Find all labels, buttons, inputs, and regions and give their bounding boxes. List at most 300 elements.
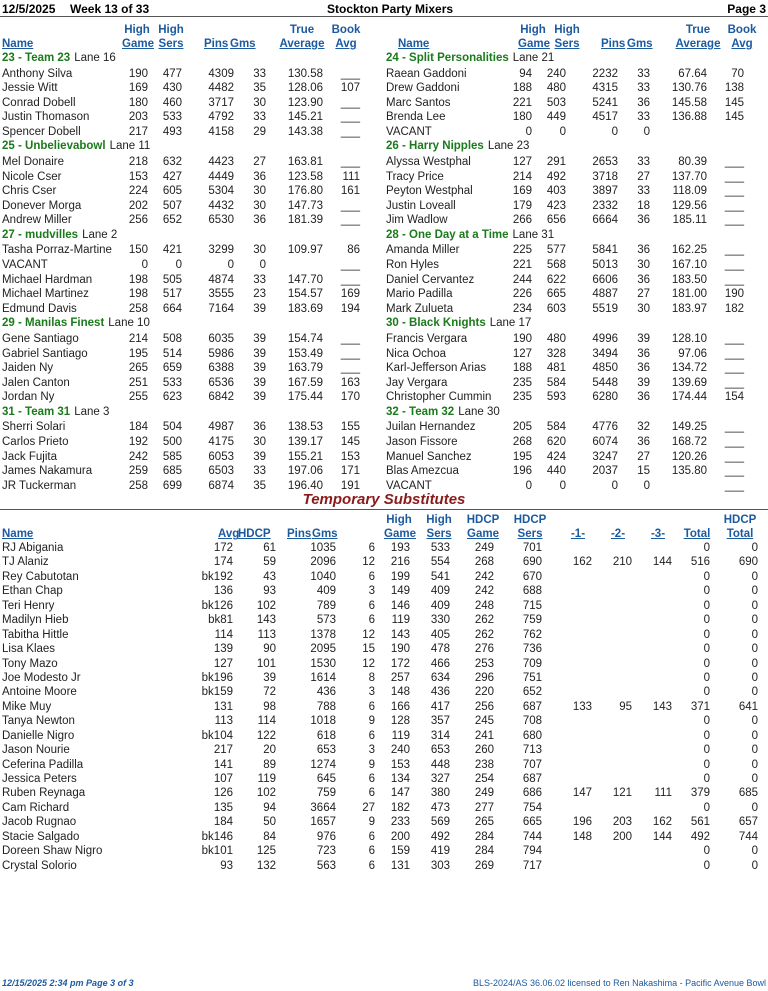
sub-name: Doreen Shaw Nigro: [2, 845, 103, 858]
sub-col-high-game-2: Game: [384, 528, 416, 540]
substitutes-title: Temporary Substitutes: [302, 491, 466, 508]
sub-handicap: 114: [257, 715, 276, 728]
sub-total: 0: [703, 585, 710, 598]
sub-col-high-game-1: High: [386, 514, 412, 526]
book-average: 154: [724, 391, 744, 404]
high-game: 192: [128, 435, 148, 448]
true-average: 109.97: [287, 244, 323, 257]
team-lane: Lane 17: [489, 317, 532, 330]
player-name: Tasha Porraz-Martine: [2, 244, 112, 257]
sub-hdcp-series: 665: [522, 816, 542, 829]
high-game: 259: [128, 465, 148, 478]
team-block: [384, 51, 768, 139]
high-series: 328: [546, 347, 566, 360]
sub-pins: 976: [316, 830, 336, 843]
sub-high-series: 653: [430, 744, 450, 757]
sub-hdcp-total: 0: [751, 614, 758, 627]
games: 29: [253, 125, 266, 138]
team-number: 31: [2, 405, 15, 418]
high-series: 421: [162, 244, 182, 257]
sub-handicap: 132: [256, 859, 276, 872]
book-average: 194: [340, 302, 360, 315]
games: 36: [637, 96, 650, 109]
col-pins: Pins: [601, 38, 626, 50]
high-series: 480: [546, 82, 566, 95]
total-pins: 2332: [592, 199, 618, 212]
player-row: [0, 361, 384, 376]
sub-total: 379: [690, 787, 710, 800]
high-game: 258: [128, 479, 148, 492]
sub-col-hdcp-sers-1: HDCP: [513, 514, 547, 526]
sub-games: 27: [362, 801, 375, 814]
total-pins: 6074: [592, 435, 618, 448]
true-average: 183.97: [671, 302, 707, 315]
player-name: Ron Hyles: [386, 259, 440, 272]
player-row: [0, 184, 384, 199]
sub-games: 15: [362, 643, 375, 656]
team-block: [0, 316, 384, 404]
sub-hdcp-total: 744: [738, 830, 758, 843]
sub-game-1: 133: [572, 700, 592, 713]
games: 23: [253, 288, 266, 301]
true-average: 128.06: [287, 82, 323, 95]
sub-high-series: 405: [430, 628, 450, 641]
sub-handicap: 119: [257, 773, 276, 785]
true-average: 167.59: [287, 376, 323, 389]
high-series: 620: [546, 435, 566, 448]
sub-hdcp-game: 260: [474, 744, 494, 757]
sub-high-game: 193: [390, 542, 410, 554]
sub-hdcp-series: 707: [522, 758, 542, 771]
team-name: 27 - mudvilles: [2, 228, 79, 241]
sub-col-hdcp-sers-2: Sers: [517, 528, 543, 540]
sub-total: 0: [703, 657, 710, 670]
team-lane: Lane 21: [512, 52, 555, 64]
total-pins: 3718: [592, 170, 618, 183]
sub-average: bk192: [201, 570, 233, 583]
games: 36: [637, 347, 650, 360]
book-average: 182: [724, 302, 744, 315]
sub-high-game: 143: [390, 628, 410, 641]
player-name: Marc Santos: [386, 96, 451, 109]
high-series: 424: [546, 450, 566, 463]
games: 33: [637, 67, 650, 80]
sub-high-series: 303: [430, 859, 450, 872]
high-series: 603: [546, 302, 566, 315]
league-title: Stockton Party Mixers: [327, 2, 454, 16]
sub-high-game: 233: [390, 816, 410, 829]
high-game: 195: [128, 347, 148, 360]
games: 39: [253, 376, 266, 389]
player-name: Mark Zulueta: [386, 302, 454, 315]
sub-pins: 573: [316, 614, 336, 627]
book-average: ___: [724, 155, 744, 168]
high-game: 203: [128, 111, 148, 124]
sub-games: 3: [368, 585, 375, 598]
sub-high-game: 199: [390, 570, 410, 583]
col-book-avg-1: Book: [727, 24, 757, 36]
player-row: [384, 243, 768, 258]
games: 33: [637, 155, 650, 168]
total-pins: 0: [611, 125, 618, 138]
sub-col-hdcp-game-1: HDCP: [466, 514, 500, 526]
sub-average: 136: [213, 585, 233, 598]
sub-total: 0: [703, 859, 710, 872]
sub-high-series: 417: [430, 700, 450, 713]
true-average: 185.11: [672, 214, 707, 227]
sub-high-series: 634: [430, 671, 450, 684]
sub-hdcp-total: 0: [751, 657, 758, 670]
sub-handicap: 90: [263, 643, 276, 656]
sub-hdcp-series: 652: [522, 686, 542, 699]
team-header: [0, 51, 384, 67]
book-average: ___: [724, 421, 744, 434]
col-high-sers-1: High: [554, 24, 580, 36]
book-average: 163: [340, 376, 360, 389]
high-game: 218: [128, 155, 148, 168]
sub-hdcp-game: 249: [474, 787, 494, 800]
player-name: Blas Amezcua: [386, 465, 459, 478]
substitute-row: [0, 844, 768, 858]
games: 27: [637, 170, 650, 183]
games: 39: [253, 347, 266, 360]
sub-total: 0: [703, 671, 710, 684]
total-pins: 4996: [592, 332, 618, 345]
sub-pins: 1040: [310, 570, 336, 583]
sub-high-series: 569: [430, 816, 450, 829]
sub-hdcp-series: 744: [522, 830, 542, 843]
games: 32: [637, 421, 650, 434]
col-book-avg-1: Book: [331, 24, 361, 36]
total-pins: 4887: [592, 288, 618, 301]
book-average: ___: [340, 125, 360, 138]
sub-average: 174: [213, 556, 233, 569]
total-pins: 4792: [208, 111, 234, 124]
sub-average: 107: [213, 773, 233, 785]
player-row: [0, 258, 384, 273]
high-series: 427: [162, 170, 182, 183]
player-row: [384, 273, 768, 288]
player-name: Francis Vergara: [386, 332, 468, 345]
total-pins: 3494: [592, 347, 618, 360]
sub-games: 3: [368, 744, 375, 757]
high-series: 593: [546, 391, 566, 404]
sub-hdcp-game: 284: [474, 830, 494, 843]
sub-name: Tabitha Hittle: [2, 628, 69, 641]
col-gms: Gms: [627, 38, 653, 50]
player-name: Mel Donaire: [2, 155, 64, 168]
book-average: 191: [340, 479, 360, 492]
player-name: Peyton Westphal: [386, 185, 473, 198]
team-number: 30: [386, 317, 399, 330]
player-row: [0, 96, 384, 111]
sub-high-game: 166: [390, 700, 410, 713]
high-game: 255: [128, 391, 148, 404]
col-true-avg-2: Average: [279, 38, 325, 50]
sub-hdcp-game: 269: [474, 859, 494, 872]
high-game: 265: [128, 362, 148, 375]
games: 30: [637, 302, 650, 315]
high-game: 225: [512, 244, 532, 257]
sub-pins: 723: [316, 845, 336, 858]
sub-pins: 1274: [310, 758, 336, 771]
sub-hdcp-series: 762: [522, 628, 542, 641]
sub-name: Jason Nourie: [2, 744, 70, 757]
true-average: 67.64: [678, 67, 707, 80]
report-week: Week 13 of 33: [70, 2, 150, 16]
sub-games: 8: [368, 671, 375, 684]
col-pins: Pins: [204, 38, 229, 50]
player-row: [0, 347, 384, 362]
team-name: 29 - Manilas Finest: [2, 317, 105, 330]
total-pins: 4309: [208, 67, 234, 80]
sub-games: 12: [362, 556, 375, 569]
footer-license: BLS-2024/AS 36.06.02 licensed to Ren Nakashima - Pacific Avenue Bowl: [472, 978, 766, 988]
sub-name: Stacie Salgado: [2, 830, 80, 843]
high-game: 221: [512, 259, 532, 272]
sub-hdcp-game: 262: [474, 614, 494, 627]
sub-average: 126: [213, 787, 233, 800]
sub-games: 6: [368, 830, 375, 843]
sub-average: 139: [213, 643, 233, 656]
sub-hdcp-total: 0: [751, 628, 758, 641]
high-series: 507: [162, 199, 182, 212]
substitute-row: [0, 657, 768, 671]
substitute-row: [0, 830, 768, 844]
sub-games: 9: [368, 715, 375, 728]
high-game: 235: [512, 391, 532, 404]
standings-right-column: [384, 51, 768, 493]
sub-col-hdcp-game-2: Game: [467, 528, 499, 540]
high-series: 492: [546, 170, 566, 183]
high-game: 190: [128, 67, 148, 80]
sub-average: bk126: [201, 599, 233, 612]
sub-games: 9: [368, 758, 375, 771]
high-game: 150: [128, 244, 148, 257]
true-average: 176.80: [287, 185, 323, 198]
player-name: Justin Loveall: [386, 199, 456, 212]
sub-hdcp-game: 220: [474, 686, 494, 699]
sub-hdcp-game: 248: [474, 599, 494, 612]
substitute-row: [0, 671, 768, 685]
high-series: 240: [546, 67, 566, 80]
book-average: ___: [724, 450, 744, 463]
sub-game-2: 210: [612, 556, 632, 569]
high-game: 180: [512, 111, 532, 124]
sub-average: bk159: [201, 686, 233, 699]
player-row: [384, 125, 768, 140]
team-number: 26: [386, 140, 399, 153]
team-number: 29: [2, 317, 15, 330]
player-row: [384, 96, 768, 111]
high-game: 179: [512, 199, 532, 212]
team-header: [0, 316, 384, 332]
sub-hdcp-series: 670: [522, 570, 542, 583]
book-average: 70: [731, 67, 744, 80]
high-game: 190: [512, 332, 532, 345]
games: 30: [253, 244, 266, 257]
player-name: Donever Morga: [2, 199, 82, 212]
book-average: ___: [724, 332, 744, 345]
games: 0: [643, 479, 650, 492]
total-pins: 3897: [592, 185, 618, 198]
player-row: [384, 67, 768, 82]
games: 18: [637, 199, 650, 212]
total-pins: 4517: [592, 111, 618, 124]
sub-col-gms: Gms: [312, 528, 338, 540]
games: 39: [253, 302, 266, 315]
sub-games: 6: [368, 787, 375, 800]
sub-hdcp-game: 268: [474, 556, 494, 569]
sub-hdcp-game: 241: [474, 729, 494, 742]
high-game: 214: [512, 170, 532, 183]
total-pins: 7164: [208, 302, 234, 315]
sub-hdcp-total: 0: [751, 801, 758, 814]
total-pins: 4158: [208, 125, 234, 138]
player-row: [0, 450, 384, 465]
sub-hdcp-game: 245: [474, 715, 494, 728]
sub-hdcp-series: 759: [522, 614, 542, 627]
sub-hdcp-game: 296: [474, 671, 494, 684]
sub-name: Ceferina Padilla: [2, 758, 84, 771]
player-name: Anthony Silva: [2, 67, 73, 80]
true-average: 123.90: [287, 96, 323, 109]
player-name: VACANT: [2, 259, 48, 272]
team-lane: Lane 2: [82, 228, 118, 241]
sub-hdcp-total: 0: [751, 744, 758, 757]
sub-name: Crystal Solorio: [2, 859, 77, 872]
high-series: 533: [162, 111, 182, 124]
substitutes-table: [0, 541, 768, 873]
total-pins: 3717: [208, 96, 234, 109]
true-average: 168.72: [671, 435, 707, 448]
sub-hdcp-total: 0: [751, 585, 758, 598]
col-true-avg-2: Average: [675, 38, 721, 50]
total-pins: 4423: [208, 155, 234, 168]
total-pins: 3247: [592, 450, 618, 463]
player-name: Andrew Miller: [2, 214, 72, 227]
high-series: 622: [546, 273, 566, 286]
team-block: [0, 139, 384, 227]
player-name: Michael Hardman: [2, 273, 93, 286]
true-average: 134.72: [671, 362, 707, 375]
games: 33: [637, 82, 650, 95]
sub-high-game: 190: [390, 643, 410, 656]
true-average: 153.49: [287, 347, 323, 360]
high-game: 224: [128, 185, 148, 198]
high-game: 251: [128, 376, 148, 389]
sub-average: bk196: [201, 671, 233, 684]
sub-games: 6: [368, 599, 375, 612]
book-average: ___: [724, 479, 744, 492]
sub-name: TJ Alaniz: [2, 556, 49, 569]
games: 36: [637, 391, 650, 404]
team-label: Split Personalities: [409, 52, 509, 64]
team-header: [0, 405, 384, 421]
sub-high-series: 478: [430, 643, 450, 656]
substitute-row: [0, 729, 768, 743]
high-game: 180: [128, 96, 148, 109]
player-row: [384, 110, 768, 125]
book-average: ___: [340, 155, 360, 168]
sub-high-game: 134: [390, 773, 410, 785]
sub-game-1: 148: [572, 830, 592, 843]
total-pins: 4432: [208, 199, 234, 212]
total-pins: 4776: [592, 421, 618, 434]
high-game: 235: [512, 376, 532, 389]
book-average: ___: [340, 347, 360, 360]
true-average: 139.17: [287, 435, 323, 448]
high-series: 568: [546, 259, 566, 272]
high-series: 291: [546, 155, 566, 168]
team-number: 23: [2, 52, 15, 64]
player-row: [384, 332, 768, 347]
col-name: Name: [398, 38, 430, 50]
sub-pins: 645: [316, 773, 336, 785]
sub-hdcp-series: 713: [522, 744, 542, 757]
substitute-row: [0, 772, 768, 786]
sub-average: 217: [213, 744, 233, 757]
player-row: [384, 81, 768, 96]
sub-high-series: 380: [430, 787, 450, 800]
book-average: ___: [724, 362, 744, 375]
total-pins: 3555: [208, 288, 234, 301]
col-name: Name: [2, 38, 34, 50]
player-name: JR Tuckerman: [2, 479, 77, 492]
sub-handicap: 50: [263, 816, 276, 829]
book-average: 171: [340, 465, 360, 478]
sub-game-3: 162: [652, 816, 672, 829]
sub-high-game: 200: [390, 830, 410, 843]
games: 33: [253, 67, 266, 80]
sub-total: 0: [703, 643, 710, 656]
player-row: [384, 155, 768, 170]
sub-hdcp-series: 687: [522, 700, 542, 713]
sub-high-game: 159: [390, 845, 410, 858]
team-header: [384, 405, 768, 421]
sub-average: 184: [213, 816, 233, 829]
total-pins: 6842: [208, 391, 234, 404]
sub-handicap: 143: [256, 614, 276, 627]
sub-pins: 2096: [310, 556, 336, 569]
substitute-row: [0, 613, 768, 627]
sub-col-avg: Avg: [218, 528, 240, 540]
high-series: 440: [546, 465, 566, 478]
high-series: 449: [546, 111, 566, 124]
high-game: 94: [519, 67, 532, 80]
high-series: 481: [546, 362, 566, 375]
team-block: [384, 405, 768, 493]
high-series: 460: [162, 96, 182, 109]
book-average: ___: [724, 347, 744, 360]
sub-hdcp-game: 277: [474, 801, 494, 814]
high-series: 665: [546, 288, 566, 301]
high-series: 632: [162, 155, 182, 168]
sub-total: 0: [703, 570, 710, 583]
player-name: Nica Ochoa: [386, 347, 447, 360]
team-header: [384, 51, 768, 67]
true-average: 147.73: [287, 199, 323, 212]
total-pins: 4874: [208, 273, 234, 286]
games: 35: [253, 82, 266, 95]
total-pins: 2232: [592, 67, 618, 80]
report-header: [0, 0, 768, 17]
player-row: [384, 450, 768, 465]
true-average: 196.40: [287, 479, 323, 492]
player-row: [0, 125, 384, 140]
high-series: 477: [162, 67, 182, 80]
sub-total: 0: [703, 758, 710, 771]
